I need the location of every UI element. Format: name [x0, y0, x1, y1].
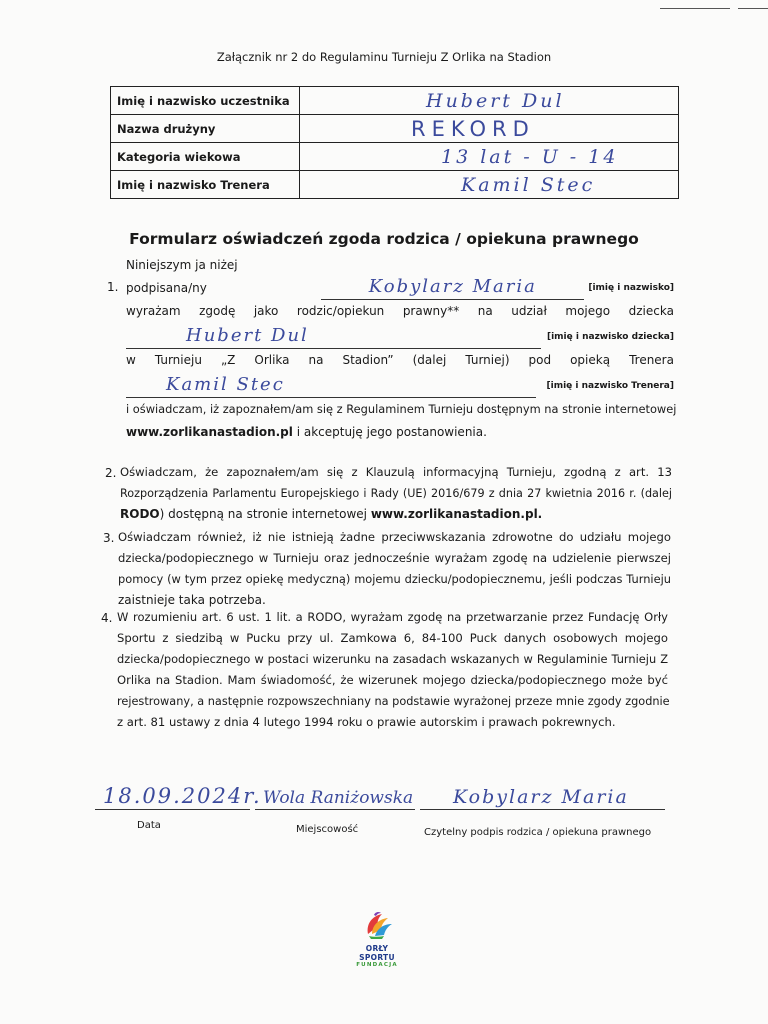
item1-line-2: [126, 300, 674, 323]
logo-name: ORŁY SPORTU: [359, 944, 395, 962]
label-coach: Imię i nazwisko Trenera: [111, 171, 300, 199]
annex-title: Załącznik nr 2 do Regulaminu Turnieju Z Orlika na Stadion: [216, 50, 552, 64]
consent-item-1: [126, 258, 677, 444]
child-name-field: [126, 325, 541, 349]
word: pod: [528, 353, 552, 367]
table-row: [111, 171, 679, 199]
item2-line-3: [120, 504, 672, 525]
consent-item-2: [120, 462, 672, 525]
field-hint: [imię i nazwisko Trenera]: [546, 381, 674, 391]
place-label: Miejscowość: [296, 824, 359, 835]
word: Stadion”: [342, 353, 394, 367]
consent-item-3: [118, 527, 671, 611]
item1-text-c: [126, 421, 674, 444]
word: prawny**: [402, 304, 460, 318]
item-number: 2.: [105, 466, 117, 480]
item4-line-1: W rozumieniu art. 6 ust. 1 lit. a RODO, wyrażam zgodę na przetwarzanie przez Fundację Orły: [117, 610, 668, 624]
date-line: [95, 809, 250, 810]
word: opieką: [570, 353, 611, 367]
word: na: [477, 304, 493, 318]
value-coach: [300, 171, 679, 199]
item3-line-4: zaistnieje taka potrzeba.: [118, 593, 266, 607]
word: jako: [253, 304, 279, 318]
handwritten-coach-name: Kamil Stec: [166, 374, 285, 395]
value-team: [300, 115, 679, 143]
item-number: 1.: [107, 280, 119, 294]
website-link[interactable]: www.zorlikanastadion.pl: [126, 425, 293, 439]
signature-line: [420, 809, 665, 810]
handwritten-date: 18.09.2024r.: [103, 784, 262, 808]
field-hint: [imię i nazwisko dziecka]: [546, 332, 674, 342]
item3-line-1: Oświadczam również, iż nie istnieją żadne przeciwwskazania zdrowotne do udziału mojego: [118, 530, 671, 544]
table-row: [111, 115, 679, 143]
word: mojego: [565, 304, 611, 318]
item4-line-4: Orlika na Stadion. Mam świadomość, że wizerunek mojego dziecka/podopiecznego może być: [117, 673, 668, 687]
table-row: [111, 87, 679, 115]
item1-line-4: [126, 349, 674, 372]
form-title: Formularz oświadczeń zgoda rodzica / opiekuna prawnego: [129, 230, 639, 248]
item3-line-2: dziecka/podopiecznego w Turnieju oraz jednocześnie wyrażam zgodę na udzielenie pierwszej: [118, 551, 671, 565]
word: „Z: [220, 353, 236, 367]
date-label: Data: [137, 820, 161, 831]
handwritten-participant: Hubert Dul: [426, 89, 565, 112]
scan-mark: [738, 8, 768, 9]
table-row: [111, 143, 679, 171]
handwritten-parent-name: Kobylarz Maria: [368, 276, 537, 297]
place-line: [255, 809, 415, 810]
item3-line-3: pomocy (w tym przez opiekę medyczną) mojemu dziecku/podopiecznemu, jeśli podczas Turnieju: [118, 572, 671, 586]
consent-item-4: [117, 607, 668, 733]
eagle-logo-icon: [360, 910, 394, 940]
label-participant: Imię i nazwisko uczestnika: [111, 87, 300, 115]
signature-row: [95, 776, 665, 816]
handwritten-child-name: Hubert Dul: [186, 325, 309, 346]
word: rodzic/opiekun: [296, 304, 385, 318]
signature-label: Czytelny podpis rodzica / opiekuna prawnego: [424, 827, 652, 838]
handwritten-coach: Kamil Stec: [461, 173, 596, 196]
participant-info-table: [110, 86, 679, 199]
word: Orlika: [254, 353, 290, 367]
item-number: 4.: [101, 611, 113, 625]
word: na: [308, 353, 324, 367]
scan-mark: [660, 8, 730, 9]
word: dziecka: [628, 304, 674, 318]
website-link[interactable]: www.zorlikanastadion.pl.: [370, 507, 543, 521]
handwritten-signature: Kobylarz Maria: [453, 786, 629, 808]
value-age-category: [300, 143, 679, 171]
item1-text-b: i oświadczam, iż zapoznałem/am się z Regulaminem Turnieju dostępnym na stronie internetowej: [126, 402, 677, 416]
item-number: 3.: [103, 531, 115, 545]
item1-text-d: i akceptuję jego postanowienia.: [292, 425, 487, 439]
word: (dalej: [412, 353, 447, 367]
word: Turnieju: [154, 353, 202, 367]
item2-text: ) dostępną na stronie internetowej: [159, 507, 371, 521]
handwritten-age-category: 13 lat - U - 14: [441, 145, 619, 168]
handwritten-place: Wola Raniżowska: [263, 788, 414, 808]
item4-line-2: Sportu z siedzibą w Pucku przy ul. Zamkowa 6, 84-100 Puck danych osobowych mojego: [117, 631, 668, 645]
word: wyrażam: [126, 304, 181, 318]
word: Turniej): [465, 353, 510, 367]
item1-text-a: Niniejszym ja niżej podpisana/ny: [126, 258, 238, 295]
coach-name-field: [126, 374, 536, 398]
rodo-term: RODO: [120, 507, 160, 521]
word: zgodę: [199, 304, 236, 318]
item4-line-5: rejestrowany, a następnie rozpowszechniany na podstawie wyrażonej przeze mnie zgody zgodnie: [117, 695, 670, 708]
word: udział: [511, 304, 547, 318]
label-team: Nazwa drużyny: [111, 115, 300, 143]
label-age-category: Kategoria wiekowa: [111, 143, 300, 171]
handwritten-team: REKORD: [411, 116, 535, 141]
word: w: [126, 353, 136, 367]
field-hint: [imię i nazwisko]: [588, 283, 674, 293]
item4-line-3: dziecka/podopiecznego w postaci wizerunku na zasadach wskazanych w Regulaminie Turnieju Z: [117, 652, 668, 666]
item4-line-6: z art. 81 ustawy z dnia 4 lutego 1994 roku o prawie autorskim i prawach pokrewnych.: [117, 715, 616, 729]
value-participant: [300, 87, 679, 115]
logo-subtitle: FUNDACJA: [356, 962, 398, 968]
word: Trenera: [629, 353, 674, 367]
item2-line-2: Rozporządzenia Parlamentu Europejskiego i Rady (UE) 2016/679 z dnia 27 kwietnia 2016 r. (dalej: [120, 487, 672, 500]
orly-sportu-logo: [347, 910, 407, 968]
item2-line-1: Oświadczam, że zapoznałem/am się z Klauzulą informacyjną Turnieju, zgodną z art. 13: [120, 465, 672, 479]
parent-name-field: [321, 276, 584, 300]
